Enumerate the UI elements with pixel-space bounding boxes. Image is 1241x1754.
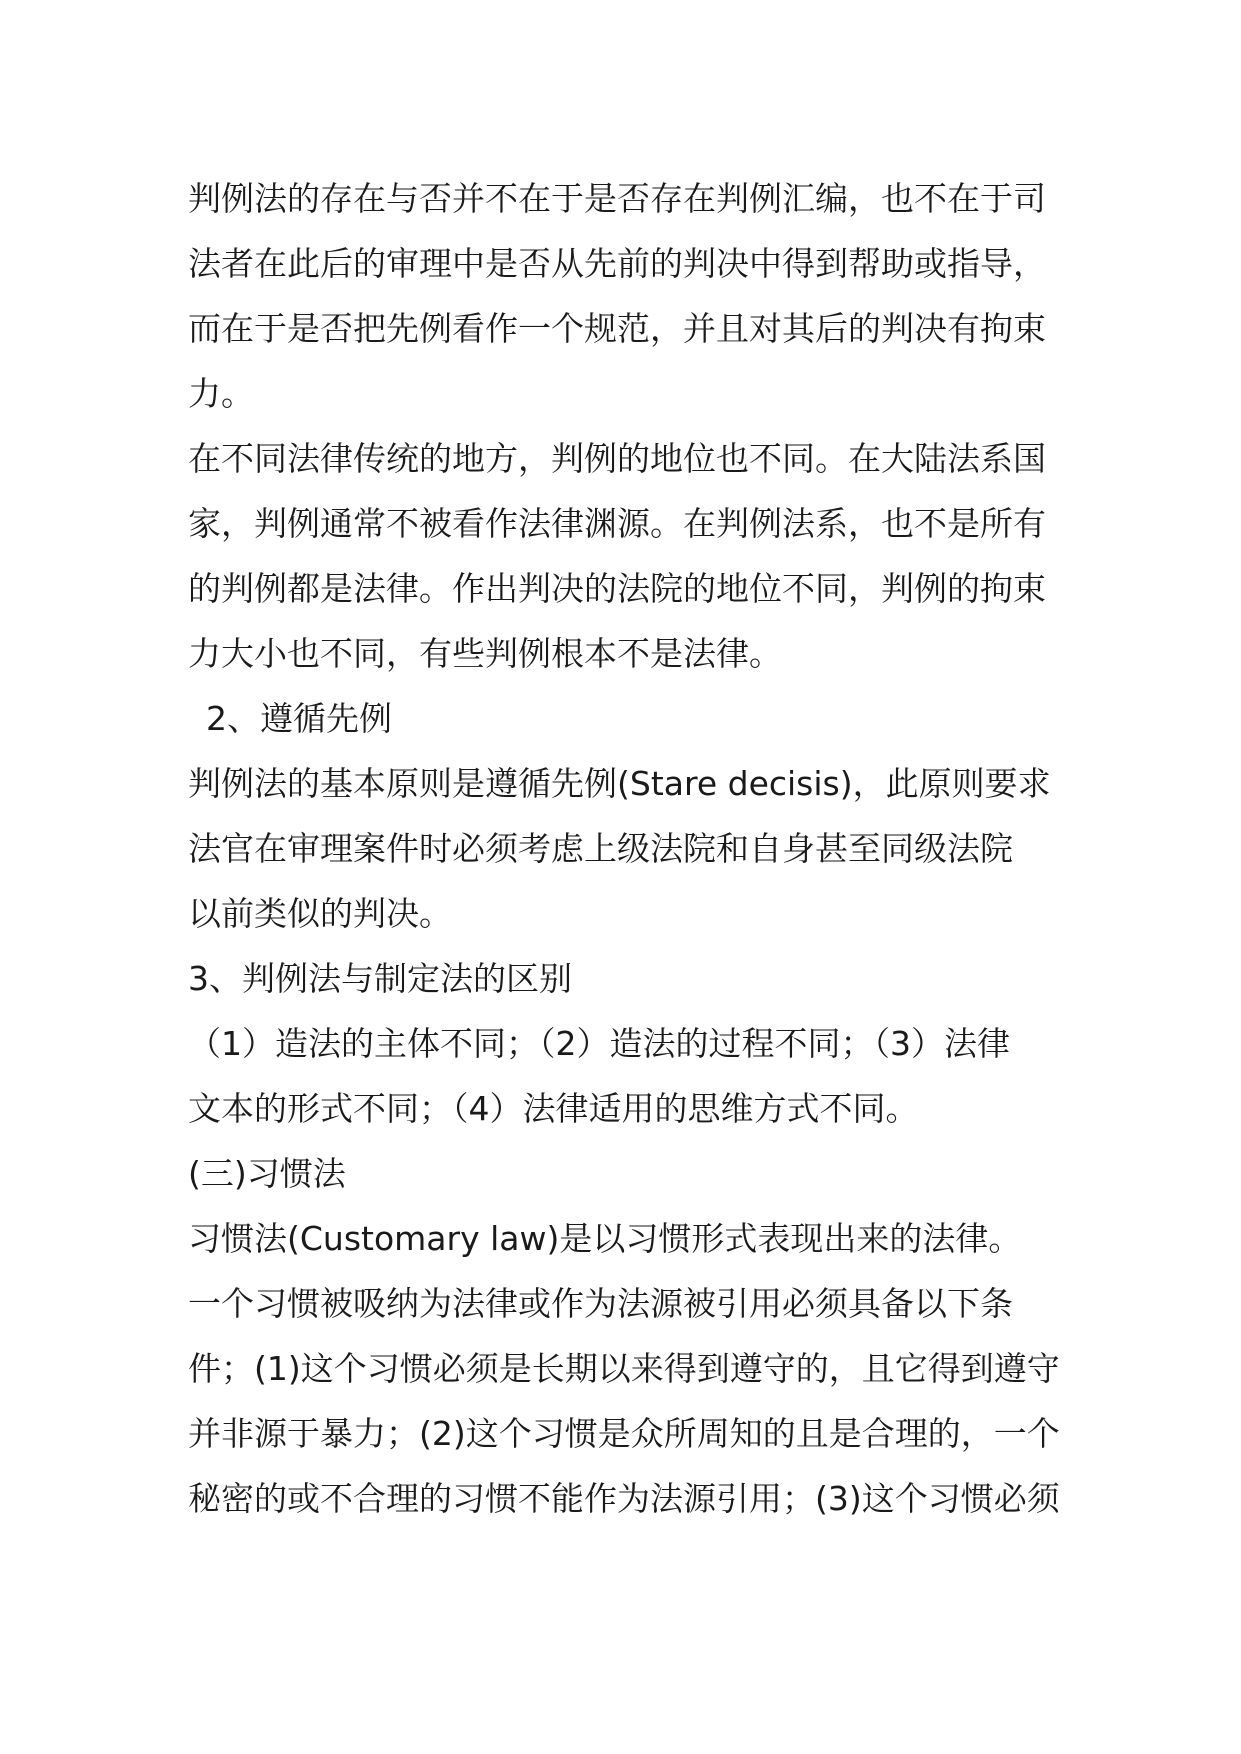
section-heading: 2、遵循先例	[206, 699, 392, 738]
section-heading: (三)习惯法	[188, 1154, 346, 1193]
text-line: 力大小也不同，有些判例根本不是法律。	[188, 634, 782, 673]
text-line: 法官在审理案件时必须考虑上级法院和自身甚至同级法院	[188, 829, 1013, 868]
text-line: 件；(1)这个习惯必须是长期以来得到遵守的，且它得到遵守	[188, 1349, 1060, 1388]
text-line: 以前类似的判决。	[188, 894, 452, 933]
text-line: 一个习惯被吸纳为法律或作为法源被引用必须具备以下条	[188, 1284, 1013, 1323]
text-line: 在不同法律传统的地方，判例的地位也不同。在大陆法系国	[188, 439, 1046, 478]
text-line: 文本的形式不同；（4）法律适用的思维方式不同。	[188, 1089, 919, 1128]
text-line: 判例法的存在与否并不在于是否存在判例汇编，也不在于司	[188, 179, 1046, 218]
text-line: 的判例都是法律。作出判决的法院的地位不同，判例的拘束	[188, 569, 1046, 608]
section-heading: 3、判例法与制定法的区别	[188, 959, 572, 998]
text-line: 习惯法(Customary law)是以习惯形式表现出来的法律。	[188, 1219, 1022, 1258]
text-line: 秘密的或不合理的习惯不能作为法源引用；(3)这个习惯必须	[188, 1479, 1060, 1518]
text-line: 判例法的基本原则是遵循先例(Stare decisis)，此原则要求	[188, 764, 1051, 803]
text-line: （1）造法的主体不同；（2）造法的过程不同；（3）法律	[188, 1024, 1010, 1063]
text-line: 力。	[188, 374, 254, 413]
text-line: 而在于是否把先例看作一个规范，并且对其后的判决有拘束	[188, 309, 1046, 348]
text-line: 家，判例通常不被看作法律渊源。在判例法系，也不是所有	[188, 504, 1046, 543]
text-line: 法者在此后的审理中是否从先前的判决中得到帮助或指导，	[188, 244, 1046, 283]
document-body	[188, 166, 1068, 1531]
text-line: 并非源于暴力；(2)这个习惯是众所周知的且是合理的，一个	[188, 1414, 1060, 1453]
